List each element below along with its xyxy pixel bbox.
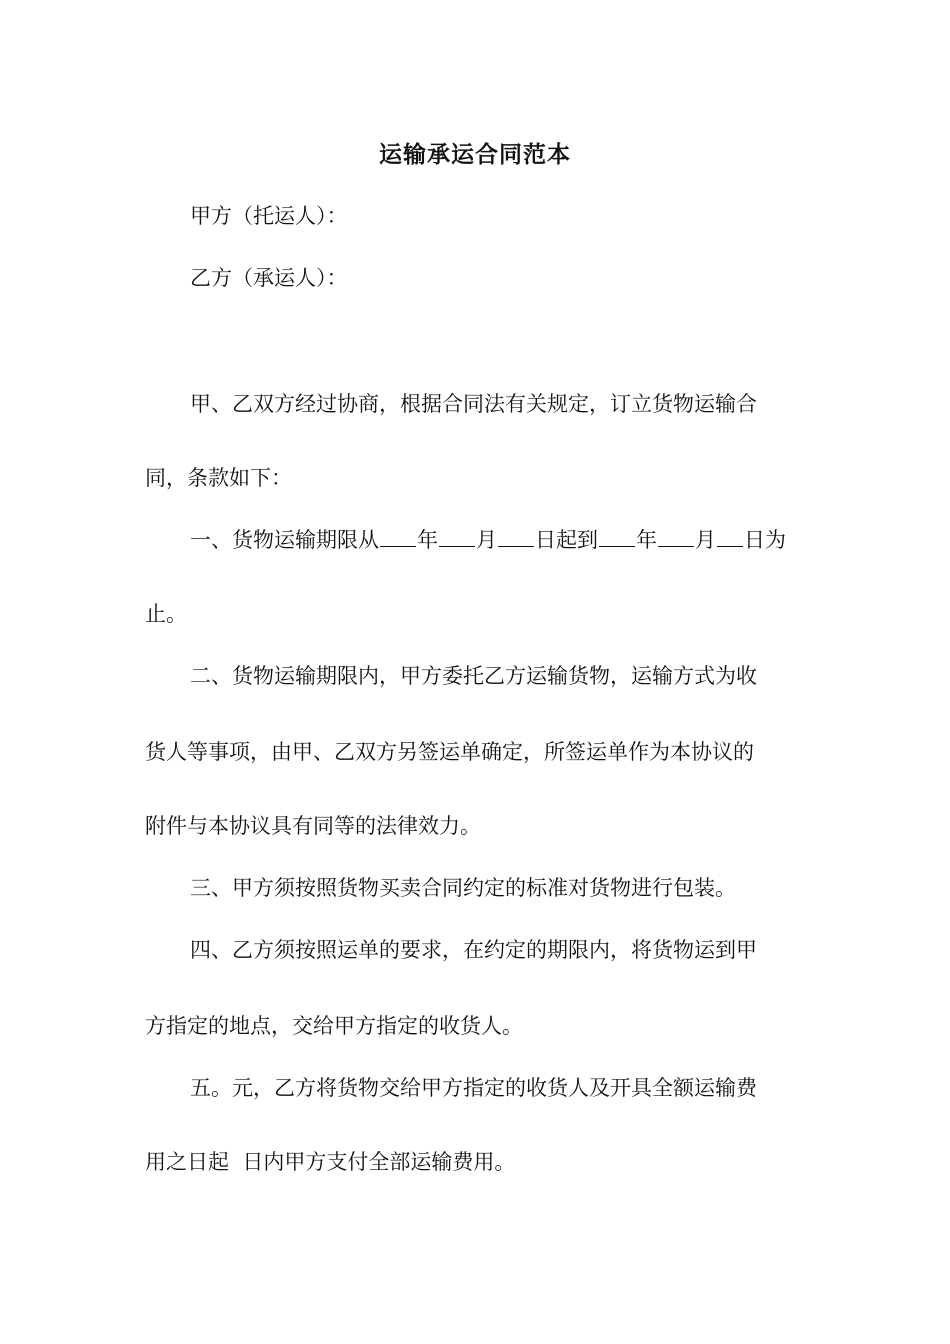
clause-1-end-day-label: 日为 (744, 528, 786, 552)
clause-1-text-start: 一、货物运输期限从 (190, 528, 379, 552)
clause-2-line-2: 货人等事项，由甲、乙双方另签运单确定，所签运单作为本协议的 (145, 740, 754, 764)
intro-line-1: 甲、乙双方经过协商，根据合同法有关规定，订立货物运输合 (190, 392, 757, 416)
blank-end-year[interactable] (599, 524, 635, 547)
clause-1-until-label: 日起到 (535, 528, 598, 552)
blank-end-month[interactable] (658, 524, 694, 547)
blank-start-day[interactable] (498, 524, 534, 547)
clause-1-line-2: 止。 (145, 602, 187, 626)
clause-1-end-month-label: 月 (695, 528, 716, 552)
clause-5-line-1: 五。元，乙方将货物交给甲方指定的收货人及开具全额运输费 (190, 1076, 757, 1100)
blank-end-day[interactable] (717, 524, 743, 547)
clause-1-year-label: 年 (417, 528, 438, 552)
clause-4-line-2: 方指定的地点，交给甲方指定的收货人。 (145, 1014, 523, 1038)
blank-start-month[interactable] (439, 524, 475, 547)
clause-5-line-2: 用之日起 日内甲方支付全部运输费用。 (145, 1150, 516, 1174)
intro-line-2: 同，条款如下： (145, 466, 292, 490)
clause-3-line-1: 三、甲方须按照货物买卖合同约定的标准对货物进行包装。 (190, 876, 736, 900)
clause-1-month-label: 月 (476, 528, 497, 552)
clause-1-line-1 (190, 524, 786, 556)
clause-4-line-1: 四、乙方须按照运单的要求，在约定的期限内，将货物运到甲 (190, 938, 757, 962)
clause-2-line-1: 二、货物运输期限内，甲方委托乙方运输货物，运输方式为收 (190, 664, 757, 688)
document-title: 运输承运合同范本 (379, 141, 571, 168)
blank-start-year[interactable] (380, 524, 416, 547)
clause-2-line-3: 附件与本协议具有同等的法律效力。 (145, 814, 481, 838)
clause-1-end-year-label: 年 (636, 528, 657, 552)
party-a-line: 甲方（托运人）： (190, 204, 348, 228)
party-b-line: 乙方（承运人）： (190, 266, 348, 290)
